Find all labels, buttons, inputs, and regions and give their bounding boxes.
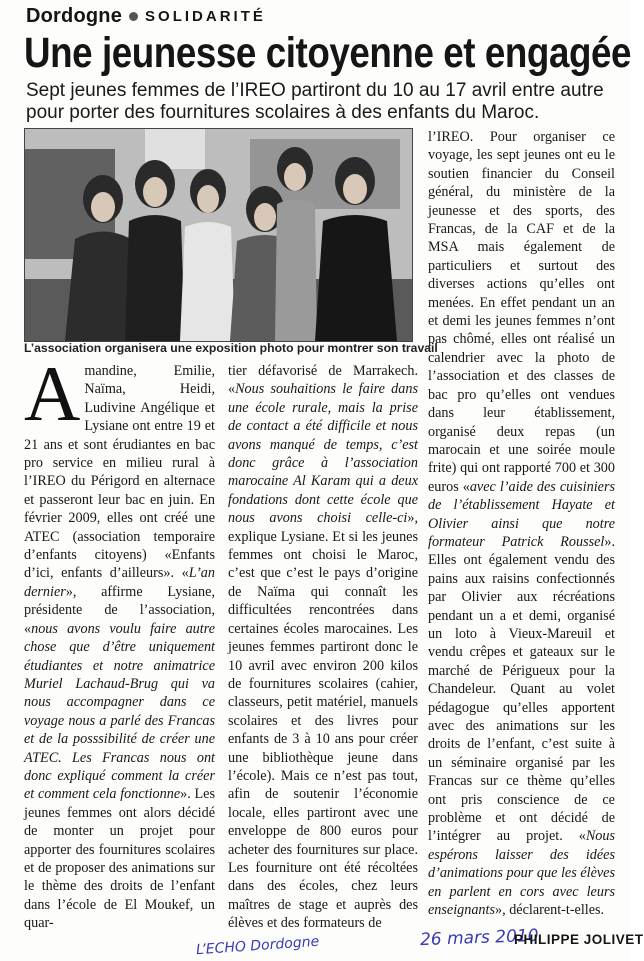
body-text: ». Elles ont également vendu des pains aux raisins confectionnés par Olivier aux récréations pendant un a et demi, organisé un loto à Vieux-Mareuil et vendu crêpes et gateaux sur le marché de Périgueux pour la Chandeleur. Quant au volet pédagogue qu’elles apportent avec des animations sur les droits de l’enfant, c’est suite à un séminaire organisé par les Francas sur ce thème qu’elles ont pris conscience de ce problème et ont décidé de l’intégrer au projet. « (428, 533, 615, 845)
quote-text: avec l’aide des cuisiniers de l’établissement Hayate et Olivier ainsi que notre formateur Patrick Roussel (428, 478, 615, 550)
body-text: », affirme Lysiane, présidente de l’association, « (24, 583, 215, 637)
headline: Une jeunesse citoyenne et engagée (24, 29, 632, 77)
photo-illustration (25, 129, 412, 341)
body-text: tier défavorisé de Marrakech. « (228, 363, 418, 398)
section-kicker (26, 4, 266, 28)
bullet-icon (129, 12, 138, 21)
body-text: », explique Lysiane. Et si les jeunes femmes ont choisi le Maroc, c’est que c’est le pays d’origine de Naïma qui connaît les difficultées rencontrées dans certaines écoles marocaines. Les jeunes femmes partiront donc le 10 avril avec environ 200 kilos de fournitures scolaires (cahier, classeurs, petit matériel, manuels scolaires et des livres pour enfants de 3 à 10 ans pour créer une bibliothèque jeune dans l’école). Mais ce n’est pas tout, afin de soutenir l’économie locale, elles partiront avec une enveloppe de 800 euros pour acheter des fournitures sur place. Les fourniture ont été récoltées dans des écoles, chez leurs maîtres de stage et auprès des élèves et des formateurs de (228, 510, 418, 932)
standfirst-line: pour porter des fournitures scolaires à des enfants du Maroc. (26, 102, 540, 123)
article-paragraph (24, 350, 215, 933)
photo-caption: L’association organisera une exposition photo pour montrer son travail (24, 341, 438, 355)
body-text: mandine, Emilie, Naïma, Heidi, Ludivine Angélique et Lysiane ont entre 19 et 21 ans et sont érudiantes en bac pro service en milieu rural à l’IREO du Périgord en alternace et passeront leur bac en juin. En février 2009, elles ont créé une ATEC (association temporaire d’enfants citoyens) «Enfants d’ici, enfants d’ailleurs». « (24, 363, 215, 582)
article-column-2 (228, 362, 418, 933)
kicker-section: SOLIDARITÉ (145, 7, 266, 25)
body-text: ». Les jeunes femmes ont alors décidé de monter un projet pour apporter des fournitures scolaires et de proposer des animations sur le thème des droits de l’enfant dans l’école de El Moukef, un quar- (24, 786, 215, 932)
handwritten-date: 26 mars 2010 (419, 925, 539, 951)
body-text: l’IREO. Pour organiser ce voyage, les sept jeunes ont eu le soutien financier du Conseil général, du ministère de la jeunesse et des sports, des Francas, de la CAF et de la MSA mais également de particuliers et surtout des diverses actions qu’elles ont menées. En effet pendant un an et demi les jeunes femmes n’ont pas chômé, elles ont réalisé un calendrier avec la photo de l’association et des classes de bac pro qu’elles ont vendues dans leur établissement, organisé deux repas (un marocain et une soirée moule frite) qui ont rapporté 700 et 300 euros « (428, 129, 615, 495)
article-paragraph (428, 128, 615, 919)
handwritten-source: L’ECHO Dordogne (195, 933, 320, 959)
article-column-3 (428, 128, 615, 919)
group-photo (24, 128, 413, 342)
quote-text: L’an dernier (24, 565, 215, 600)
quote-text: Nous espérons laisser des idées d’animations pour que les élèves en parlent en cors avec leurs enseignants (428, 828, 615, 919)
quote-text: Nous souhaitions le faire dans une école rurale, mais la prise de contact a été difficile et nous avons manqué de temps, c’est donc grâce à l’association marocaine Al Karam qui a deux fondations dont cette école que nous avons choisi celle-ci (228, 381, 418, 527)
byline: PHILIPPE JOLIVET (514, 932, 644, 947)
article-column-1 (24, 350, 215, 933)
body-text: », déclarent-t-elles. (495, 902, 605, 919)
drop-cap: A (24, 350, 81, 437)
quote-text: nous avons voulu faire autre chose que d’être uniquement étudiantes et notre animatrice Muriel Lachaud-Brug qui va nous accompagner dans ce voyage nous a parlé des Francas et de la posssibilité de créer une ATEC. Les Francas nous ont donc expliqué comment la créer et comment cela fonctionne (24, 620, 215, 803)
article-paragraph (228, 362, 418, 933)
standfirst-line: Sept jeunes femmes de l’IREO partiront du 10 au 17 avril entre autre (26, 80, 604, 101)
standfirst (26, 80, 616, 124)
kicker-region: Dordogne (26, 4, 123, 27)
